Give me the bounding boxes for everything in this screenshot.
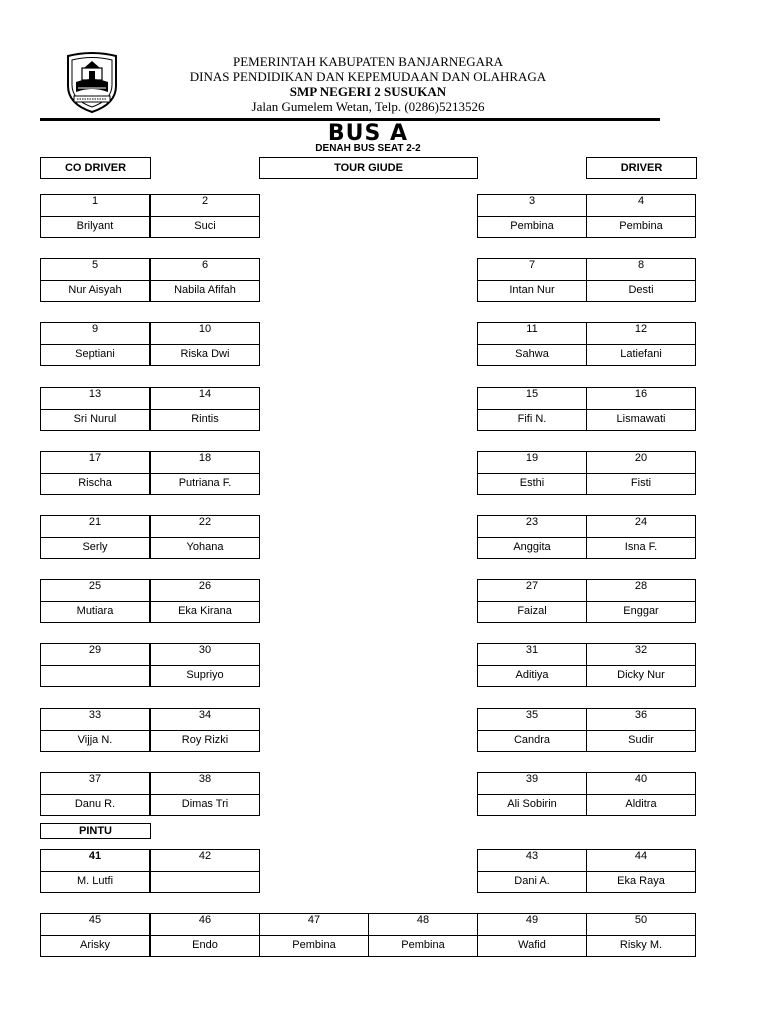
seat-number: 44 xyxy=(587,850,695,872)
seat-13 xyxy=(40,387,150,431)
header-school-name: SMP NEGERI 2 SUSUKAN xyxy=(289,84,447,99)
seat-27 xyxy=(477,579,587,623)
seat-15 xyxy=(477,387,587,431)
seat-30 xyxy=(150,643,260,687)
seat-22 xyxy=(150,515,260,559)
seat-number: 14 xyxy=(151,388,259,410)
seat-passenger-name: Isna F. xyxy=(624,541,658,553)
header-department: DINAS PENDIDIKAN DAN KEPEMUDAAN DAN OLAHRAGA xyxy=(189,69,547,84)
seat-number: 43 xyxy=(478,850,586,872)
seat-passenger-name: Ali Sobirin xyxy=(507,798,557,810)
seat-plan-subtitle: DENAH BUS SEAT 2-2 xyxy=(315,143,421,154)
seat-passenger-name: Supriyo xyxy=(186,669,224,681)
seat-8 xyxy=(586,258,696,302)
seat-29 xyxy=(40,643,150,687)
seat-passenger-name: Rischa xyxy=(78,477,112,489)
seat-number: 36 xyxy=(587,709,695,731)
seat-number: 40 xyxy=(587,773,695,795)
seat-number: 23 xyxy=(478,516,586,538)
seat-passenger-name: Brilyant xyxy=(76,220,114,232)
tour-guide-label: TOUR GIUDE xyxy=(259,157,478,179)
seat-passenger-name: Vijja N. xyxy=(77,734,113,746)
seat-number: 5 xyxy=(41,259,149,281)
seat-46 xyxy=(150,913,260,957)
seat-number: 48 xyxy=(369,914,477,936)
header-government: PEMERINTAH KABUPATEN BANJARNEGARA xyxy=(232,54,504,69)
seat-33 xyxy=(40,708,150,752)
seat-passenger-name: Suci xyxy=(194,220,216,232)
seat-16 xyxy=(586,387,696,431)
seat-passenger-name: Nabila Afifah xyxy=(174,284,236,296)
seat-passenger-name: Nur Aisyah xyxy=(68,284,122,296)
seat-38 xyxy=(150,772,260,816)
seat-number: 35 xyxy=(478,709,586,731)
seat-passenger-name: Riska Dwi xyxy=(180,348,230,360)
seat-passenger-name: Roy Rizki xyxy=(181,734,229,746)
seat-number: 4 xyxy=(587,195,695,217)
seat-passenger-name: M. Lutfi xyxy=(76,875,114,887)
seat-6 xyxy=(150,258,260,302)
seat-3 xyxy=(477,194,587,238)
seat-number: 3 xyxy=(478,195,586,217)
seat-1 xyxy=(40,194,150,238)
seat-24 xyxy=(586,515,696,559)
seat-number: 11 xyxy=(478,323,586,345)
seat-number: 33 xyxy=(41,709,149,731)
seat-number: 21 xyxy=(41,516,149,538)
seat-number: 37 xyxy=(41,773,149,795)
seat-passenger-name: Enggar xyxy=(623,605,659,617)
seat-number: 31 xyxy=(478,644,586,666)
seat-34 xyxy=(150,708,260,752)
seat-passenger-name: Eka Kirana xyxy=(178,605,232,617)
seat-passenger-name: Desti xyxy=(628,284,654,296)
seat-number: 38 xyxy=(151,773,259,795)
seat-number: 41 xyxy=(41,850,149,872)
seat-number: 34 xyxy=(151,709,259,731)
seat-45 xyxy=(40,913,150,957)
seat-9 xyxy=(40,322,150,366)
seat-number: 42 xyxy=(151,850,259,872)
seat-passenger-name: Faizal xyxy=(517,605,547,617)
seat-number: 29 xyxy=(41,644,149,666)
seat-number: 32 xyxy=(587,644,695,666)
seat-number: 10 xyxy=(151,323,259,345)
seat-passenger-name: Mutiara xyxy=(76,605,114,617)
seat-passenger-name: Dani A. xyxy=(514,875,550,887)
seat-37 xyxy=(40,772,150,816)
seat-passenger-name: Anggita xyxy=(513,541,551,553)
seat-number: 22 xyxy=(151,516,259,538)
seat-31 xyxy=(477,643,587,687)
seat-44 xyxy=(586,849,696,893)
seat-number: 45 xyxy=(41,914,149,936)
seat-passenger-name: Intan Nur xyxy=(509,284,555,296)
seat-36 xyxy=(586,708,696,752)
seat-passenger-name: Risky M. xyxy=(619,939,663,951)
seat-passenger-name: Aditiya xyxy=(515,669,549,681)
seat-number: 30 xyxy=(151,644,259,666)
seat-passenger-name: Wafid xyxy=(518,939,546,951)
seat-passenger-name: Danu R. xyxy=(74,798,116,810)
seat-passenger-name: Yohana xyxy=(186,541,224,553)
seat-48 xyxy=(368,913,478,957)
driver-label: DRIVER xyxy=(586,157,697,179)
seat-40 xyxy=(586,772,696,816)
seat-number: 2 xyxy=(151,195,259,217)
seat-47 xyxy=(259,913,369,957)
seat-23 xyxy=(477,515,587,559)
seat-25 xyxy=(40,579,150,623)
seat-passenger-name: Alditra xyxy=(625,798,657,810)
seat-passenger-name: Fisti xyxy=(630,477,652,489)
co-driver-label: CO DRIVER xyxy=(40,157,151,179)
seat-50 xyxy=(586,913,696,957)
seat-passenger-name: Pembina xyxy=(619,220,663,232)
seat-number: 28 xyxy=(587,580,695,602)
seat-17 xyxy=(40,451,150,495)
seat-passenger-name: Sudir xyxy=(628,734,654,746)
seat-41 xyxy=(40,849,150,893)
seat-42 xyxy=(150,849,260,893)
school-crest-logo xyxy=(62,52,122,114)
seat-20 xyxy=(586,451,696,495)
seat-number: 7 xyxy=(478,259,586,281)
seat-passenger-name: Esthi xyxy=(519,477,545,489)
seat-number: 1 xyxy=(41,195,149,217)
seat-passenger-name: Lismawati xyxy=(616,413,666,425)
seat-passenger-name: Eka Raya xyxy=(617,875,665,887)
bus-title: BUS A xyxy=(327,121,409,146)
seat-49 xyxy=(477,913,587,957)
seat-number: 46 xyxy=(151,914,259,936)
seat-11 xyxy=(477,322,587,366)
seat-passenger-name: Serly xyxy=(82,541,108,553)
seat-number: 49 xyxy=(478,914,586,936)
seat-number: 39 xyxy=(478,773,586,795)
seat-32 xyxy=(586,643,696,687)
seat-number: 16 xyxy=(587,388,695,410)
seat-43 xyxy=(477,849,587,893)
seat-21 xyxy=(40,515,150,559)
seat-35 xyxy=(477,708,587,752)
seat-39 xyxy=(477,772,587,816)
seat-number: 15 xyxy=(478,388,586,410)
seat-14 xyxy=(150,387,260,431)
seat-19 xyxy=(477,451,587,495)
seat-passenger-name: Endo xyxy=(192,939,218,951)
seat-number: 6 xyxy=(151,259,259,281)
seat-number: 19 xyxy=(478,452,586,474)
seat-passenger-name: Putriana F. xyxy=(178,477,232,489)
seat-10 xyxy=(150,322,260,366)
seat-number: 24 xyxy=(587,516,695,538)
seat-number: 17 xyxy=(41,452,149,474)
seat-passenger-name: Septiani xyxy=(75,348,115,360)
seat-number: 47 xyxy=(260,914,368,936)
seat-passenger-name: Sri Nurul xyxy=(73,413,117,425)
seat-2 xyxy=(150,194,260,238)
seat-5 xyxy=(40,258,150,302)
seat-number: 9 xyxy=(41,323,149,345)
seat-passenger-name: Arisky xyxy=(80,939,110,951)
seat-number: 8 xyxy=(587,259,695,281)
seat-passenger-name: Pembina xyxy=(510,220,554,232)
door-label: PINTU xyxy=(40,823,151,839)
header-address: Jalan Gumelem Wetan, Telp. (0286)5213526 xyxy=(251,99,485,114)
seat-passenger-name: Candra xyxy=(513,734,551,746)
seat-28 xyxy=(586,579,696,623)
seat-7 xyxy=(477,258,587,302)
seat-passenger-name: Latiefani xyxy=(620,348,662,360)
seat-12 xyxy=(586,322,696,366)
seat-4 xyxy=(586,194,696,238)
seat-number: 12 xyxy=(587,323,695,345)
seat-number: 50 xyxy=(587,914,695,936)
seat-26 xyxy=(150,579,260,623)
seat-passenger-name xyxy=(151,872,259,893)
seat-number: 13 xyxy=(41,388,149,410)
seat-passenger-name: Sahwa xyxy=(515,348,549,360)
seat-passenger-name: Pembina xyxy=(292,939,336,951)
seat-passenger-name: Rintis xyxy=(191,413,219,425)
seat-passenger-name: Dimas Tri xyxy=(181,798,229,810)
seat-passenger-name xyxy=(41,666,149,687)
seat-number: 27 xyxy=(478,580,586,602)
seat-number: 26 xyxy=(151,580,259,602)
seat-number: 25 xyxy=(41,580,149,602)
seat-passenger-name: Pembina xyxy=(401,939,445,951)
seat-number: 18 xyxy=(151,452,259,474)
seat-number: 20 xyxy=(587,452,695,474)
seat-18 xyxy=(150,451,260,495)
seat-passenger-name: Fifi N. xyxy=(517,413,547,425)
seat-passenger-name: Dicky Nur xyxy=(617,669,665,681)
